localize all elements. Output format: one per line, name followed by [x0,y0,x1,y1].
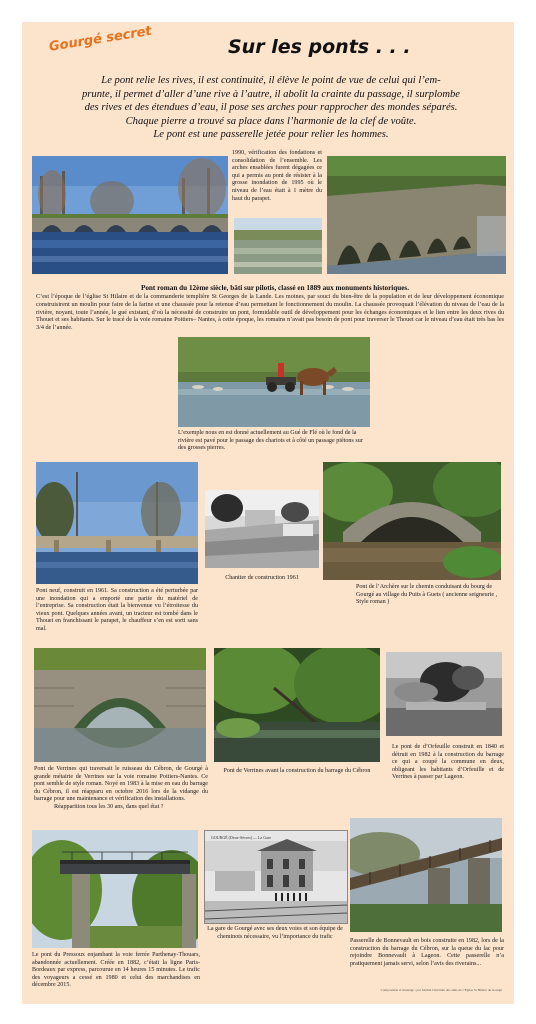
credit-line: Composition et montage : par Michel Chartrain des amis de l’Eglise St Hilaire de Gourgé [380,988,502,992]
postcard-caption: GOURGÉ (Deux-Sèvres) — La Gare [211,835,271,840]
caption-gare: La gare de Gourgé avec ses deux voies et son équipe de cheminots nécessaire, vu l’importance du trafic [207,926,343,940]
intro-line: Chaque pierre a trouvé sa place dans l’harmonie de la clef de voûte. [125,115,417,127]
caption-bonnevault: Passerelle de Bonnevault en bois construite en 1982, lors de la construction du barrage du Cébron, sur la queue du lac pour rejoindre Bonnevault à Lageon. Cette passerelle n’a pratiquement jamais servi, selon l’avis des riverains... [350,938,504,967]
page-title: Sur les ponts . . . [228,36,411,58]
poster [22,22,514,1004]
photo-gare-postcard [204,830,348,924]
caption-verrines-avant: Pont de Verrines avant la construction du barrage du Cébron [223,768,371,774]
caption-verrines-text: Pont de Verrines qui traversait le ruisseau du Cébron, de Gourgé à grande métairie de Verrines sur la voie romaine Poitiers-Nantes. Ce pont semble de style roman. Noyé en 1983 à la mise en eau du barrage du Cébron, il est réapparu en octobre 2016 lors de la vidange du barrage pour une maintenance et vérification des installations. [34,766,208,803]
photo-pont-neuf [36,462,198,584]
photo-passerelle-bonnevault [350,818,502,932]
intro-line: prunte, il permet d’aller d’une rive à l’autre, il abolit la crainte du passage, il surplombe [82,88,460,100]
history-body: C’est l’époque de l’église St Hilaire et de la commanderie templière St Georges de la Lande. Les moines, par souci du bien-être de la population et de leur développement économique construisirent un moulin pour faire de la farine et une chaussée pour la retenue d’eau permettant le fonctionnement du moulin. La chaussée provoquait l’élévation du niveau de l’eau de la rivière, noyant, toute l’année, le gué existant, d’où la nécessité de construire un pont, formidable outil de développement pour les échanges économiques et le lien entre les deux rives du Thouet et ses habitants. Sur le tracé de la voie romaine Poitiers– Nantes, à cette époque, les romains n’avait pas besoin de pont pour traverser le Thouet car le niveau d’eau était très bas les 3/4 de l’année. [36,293,504,332]
intro-line: Le pont relie les rives, il est continuité, il élève le point de vue de celui qui l’em- [101,75,441,86]
caption-archere: Pont de l’Archère sur le chemin conduisant du bourg de Gourgé au village du Puits à Guets ( ancienne seigneurie , Style roman ) [356,584,498,606]
history-subtitle: Pont roman du 12ème siècle, bâti sur pilotis, classé en 1889 aux monuments historiques. [140,284,410,292]
photo-gue-de-fle [178,337,370,427]
caption-pressoux: Le pont du Pressoux enjambant la voie ferrée Parthenay-Thouars, abandonnée actuellement. Créée en 1882, c’était la ligne Paris-Bordeaux par express, parcourue en 14 heures 15 minutes. Le trafic des voyageurs a cessé en 1980 et celui des marchandises en décembre 2015. [32,952,200,989]
photo-bridge-arches [327,156,506,274]
intro-line: Le pont est une passerelle jetée pour relier les hommes. [153,129,389,141]
photo-chantier-1961 [205,490,319,568]
photo-pont-pressoux [32,830,198,948]
photo-roman-bridge [32,156,228,274]
photo-verrines-avant [214,648,380,762]
photo-pont-verrines [34,648,206,762]
intro-line: des rives et des étendues d’eau, il pose ses arches pour rapprocher des mondes séparés. [84,102,458,114]
caption-verrines-question: Réapparition tous les 30 ans, dans quel état ? [54,803,164,810]
section-tag: Gourgé secret [48,23,153,55]
caption-orfeuille: Le pont de d’Orfeuille construit en 1840 et détruit en 1982 à la construction du barrage ce qui a coupé la commune en deux, obligeant les habitants d’Orfeuille et de Verrines à passer par Lageon. [392,744,504,781]
caption-gue-de-fle: L’exemple nous en est donné actuellement au Gué de Flé où le fond de la rivière est pavé pour le passage des chariots et à côté un passage piétons sur des grosses pierres. [178,430,363,452]
caption-chantier: Chantier de construction 1961 [225,575,299,581]
photo-pont-archere [323,462,501,580]
photo-flood [234,218,322,274]
caption-verrines [34,766,208,812]
caption-pont-neuf: Pont neuf, construit en 1961. Sa construction a été perturbée par une inondation qui a emporté une partie du matériel de l’entreprise. Sa construction était la bienvenue vu l’étroitesse du vieux pont. Quelques années avant, un tracteur est tombé dans le Thouet en franchissant le parapet, le chauffeur s’en est sorti sans mal. [36,588,198,632]
caption-1990: 1990, vérification des fondations et consolidation de l’ensemble. Les arches ensablées furent dégagées ce qui a permis au pont de résister à la grosse inondation de 1995 où le niveau de l’eau était à 1 mètre du haut du parapet. [232,150,322,202]
photo-pont-orfeuille [386,652,502,736]
intro-text [66,74,476,142]
